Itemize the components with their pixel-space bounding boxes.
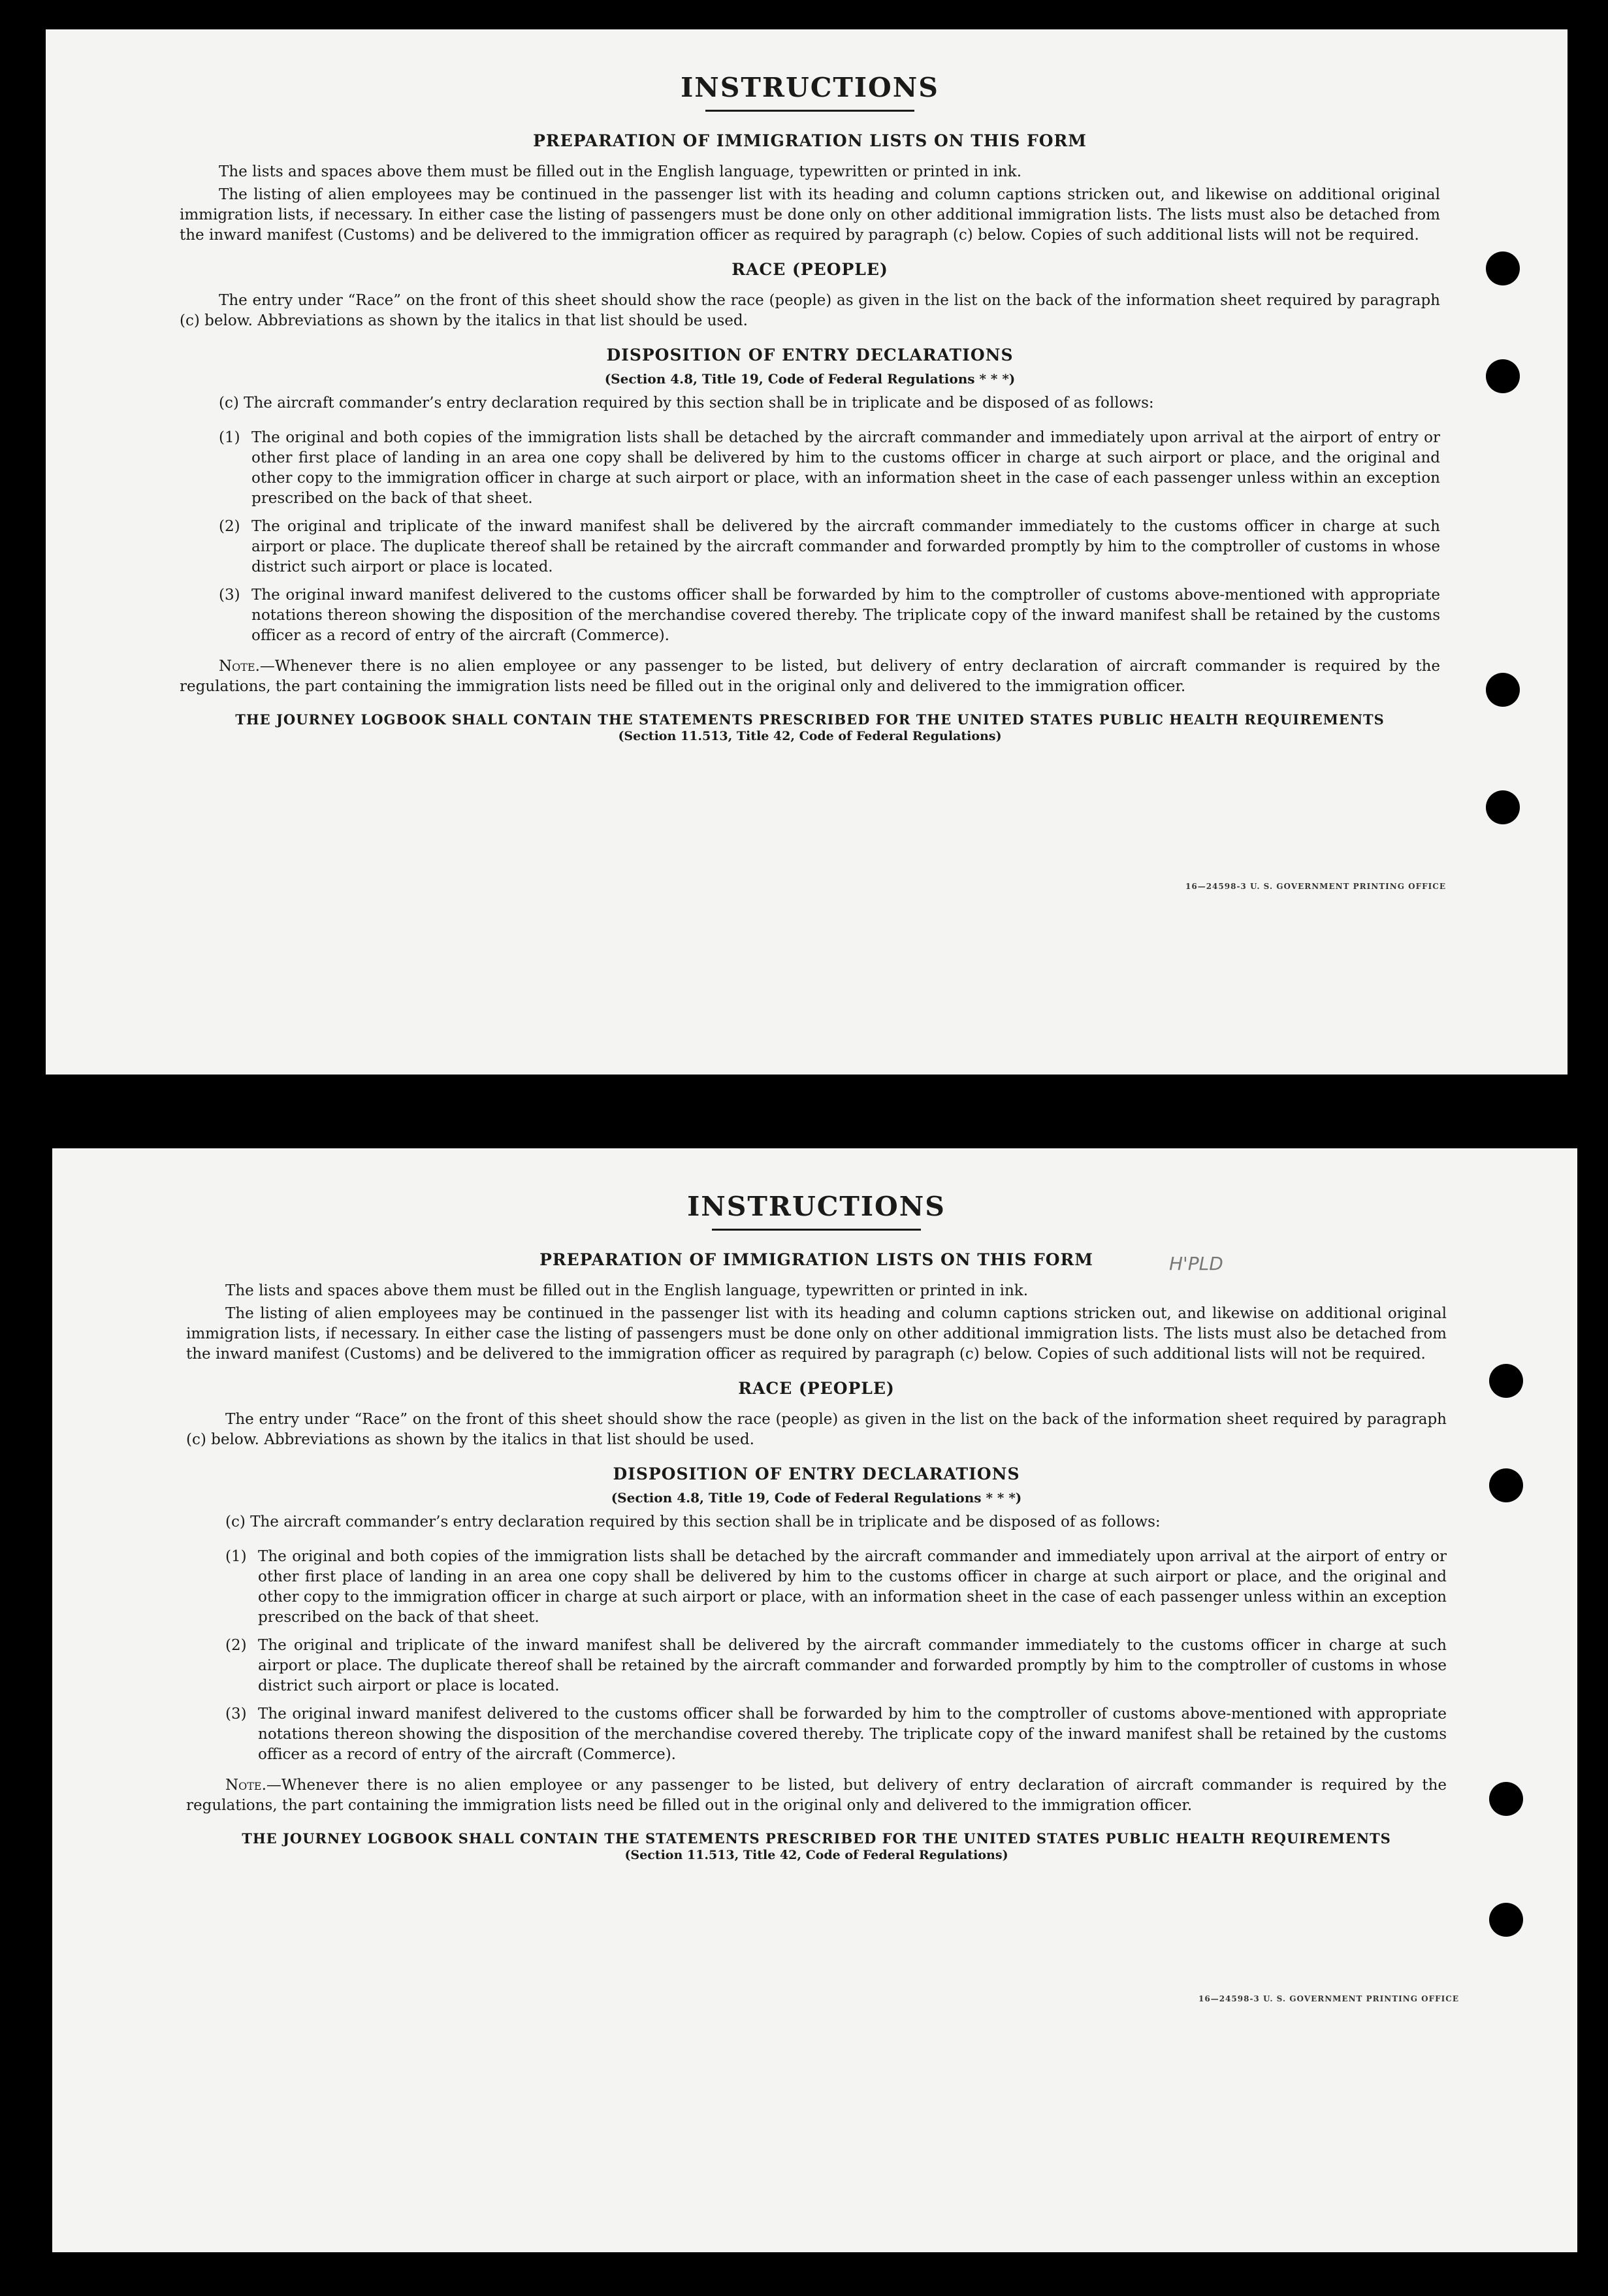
note-paragraph — [180, 656, 1440, 697]
spacer — [186, 1367, 1447, 1379]
punch-hole-icon — [1489, 1364, 1523, 1398]
disposition-section-reference: (Section 4.8, Title 19, Code of Federal Regulations * * *) — [604, 371, 1016, 387]
item-number: (3) — [219, 587, 240, 604]
list-item — [180, 517, 1440, 577]
page-title: INSTRUCTIONS — [687, 1191, 946, 1222]
preparation-paragraph-1: The lists and spaces above them must be filled out in the English language, typewritten or printed in ink. — [225, 1282, 1029, 1299]
punch-hole-icon — [1489, 1903, 1523, 1937]
punch-hole-icon — [1486, 359, 1520, 393]
punch-hole-icon — [1489, 1468, 1523, 1502]
item-text: The original and both copies of the immigration lists shall be detached by the aircraft commander and immediately upon arrival at the airport of entry or other first place of landing in an area one copy shall be delivered by him to the customs officer in charge at such airport or place, and the original and other copy to the immigration officer in charge at such airport or place, with an information sheet in the case of each passenger unless within an exception prescribed on the back of that sheet. — [258, 1548, 1447, 1626]
preparation-paragraph-1: The lists and spaces above them must be filled out in the English language, typewritten or printed in ink. — [219, 163, 1022, 180]
spacer — [180, 416, 1440, 428]
closing-section-reference: (Section 11.513, Title 42, Code of Federal Regulations) — [618, 729, 1002, 743]
note-text: —Whenever there is no alien employee or any passenger to be listed, but delivery of entry declaration of aircraft commander is required by the regulations, the part containing the immigration lists need be filled out in the original only and delivered to the immigration officer. — [180, 658, 1440, 695]
spacer — [186, 1453, 1447, 1464]
item-text: The original inward manifest delivered to the customs officer shall be forwarded by him to the comptroller of customs above-mentioned with appropriate notations thereon showing the disposition of the merchandise covered thereby. The triplicate copy of the inward manifest shall be retained by the customs officer as a record of entry of the aircraft (Commerce). — [258, 1706, 1447, 1763]
item-text: The original and triplicate of the inward manifest shall be delivered by the aircraft commander immediately to the customs officer in charge at such airport or place. The duplicate thereof shall be retained by the aircraft commander and forwarded promptly by him to the comptroller of customs in whose district such airport or place is located. — [258, 1637, 1447, 1694]
title-underline — [705, 110, 914, 112]
disposition-heading: DISPOSITION OF ENTRY DECLARATIONS — [613, 1464, 1020, 1483]
closing-statement: THE JOURNEY LOGBOOK SHALL CONTAIN THE STATEMENTS PRESCRIBED FOR THE UNITED STATES PUBLIC HEALTH REQUIREMENTS — [242, 1830, 1391, 1847]
preparation-heading: PREPARATION OF IMMIGRATION LISTS ON THIS FORM — [539, 1250, 1093, 1269]
item-text: The original inward manifest delivered to the customs officer shall be forwarded by him to the comptroller of customs above-mentioned with appropriate notations thereon showing the disposition of the merchandise covered thereby. The triplicate copy of the inward manifest shall be retained by the customs officer as a record of entry of the aircraft (Commerce). — [251, 587, 1440, 644]
item-number: (1) — [219, 429, 240, 446]
closing-statement: THE JOURNEY LOGBOOK SHALL CONTAIN THE STATEMENTS PRESCRIBED FOR THE UNITED STATES PUBLIC HEALTH REQUIREMENTS — [235, 711, 1385, 728]
spacer — [186, 1535, 1447, 1547]
note-paragraph — [186, 1775, 1447, 1816]
item-number: (2) — [225, 1637, 247, 1654]
disposition-intro: (c) The aircraft commander’s entry declaration required by this section shall be in triplicate and be disposed of as follows: — [225, 1513, 1161, 1530]
list-item — [186, 1704, 1447, 1765]
preparation-paragraph-2: The listing of alien employees may be continued in the passenger list with its heading and column captions stricken out, and likewise on additional original immigration lists, if necessary. In either case the listing of passengers must be done only on other additional immigration lists. The lists must also be detached from the inward manifest (Customs) and be delivered to the immigration officer as required by paragraph (c) below. Copies of such additional lists will not be required. — [186, 1305, 1447, 1363]
item-number: (3) — [225, 1706, 247, 1722]
title-underline — [712, 1229, 921, 1231]
list-item — [186, 1547, 1447, 1628]
list-item — [186, 1636, 1447, 1696]
preparation-paragraph-2: The listing of alien employees may be continued in the passenger list with its heading and column captions stricken out, and likewise on additional original immigration lists, if necessary. In either case the listing of passengers must be done only on other additional immigration lists. The lists must also be detached from the inward manifest (Customs) and be delivered to the immigration officer as required by paragraph (c) below. Copies of such additional lists will not be required. — [180, 186, 1440, 244]
item-number: (2) — [219, 518, 240, 535]
form-sheet-bottom — [52, 1148, 1577, 2252]
form-sheet-top — [46, 29, 1568, 1075]
race-paragraph: The entry under “Race” on the front of this sheet should show the race (people) as given in the list on the back of the information sheet required by paragraph (c) below. Abbreviations as shown by the italics in that list should be used. — [180, 292, 1440, 329]
preparation-heading: PREPARATION OF IMMIGRATION LISTS ON THIS FORM — [533, 131, 1087, 150]
disposition-section-reference: (Section 4.8, Title 19, Code of Federal Regulations * * *) — [611, 1490, 1022, 1506]
instructions-content — [180, 72, 1440, 743]
list-item — [180, 428, 1440, 509]
closing-section-reference: (Section 11.513, Title 42, Code of Federal Regulations) — [624, 1848, 1008, 1862]
note-text: —Whenever there is no alien employee or any passenger to be listed, but delivery of entry declaration of aircraft commander is required by the regulations, the part containing the immigration lists need be filled out in the original only and delivered to the immigration officer. — [186, 1777, 1447, 1814]
spacer — [180, 248, 1440, 260]
note-label: Note. — [219, 658, 260, 675]
page-title: INSTRUCTIONS — [681, 72, 939, 103]
print-code: 16—24598-3 U. S. GOVERNMENT PRINTING OFFICE — [1185, 882, 1446, 891]
disposition-heading: DISPOSITION OF ENTRY DECLARATIONS — [606, 346, 1014, 364]
race-heading: RACE (PEOPLE) — [738, 1379, 895, 1398]
spacer — [180, 334, 1440, 346]
print-code: 16—24598-3 U. S. GOVERNMENT PRINTING OFFICE — [1198, 1994, 1459, 2003]
handwritten-mark: H'PLD — [1169, 1253, 1223, 1274]
item-text: The original and both copies of the immigration lists shall be detached by the aircraft commander and immediately upon arrival at the airport of entry or other first place of landing in an area one copy shall be delivered by him to the customs officer in charge at such airport or place, and the original and other copy to the immigration officer in charge at such airport or place, with an information sheet in the case of each passenger unless within an exception prescribed on the back of that sheet. — [251, 429, 1440, 507]
list-item — [180, 585, 1440, 646]
race-heading: RACE (PEOPLE) — [732, 260, 888, 279]
disposition-intro: (c) The aircraft commander’s entry declaration required by this section shall be in triplicate and be disposed of as follows: — [219, 395, 1154, 412]
punch-hole-icon — [1486, 251, 1520, 285]
note-label: Note. — [225, 1777, 266, 1794]
item-text: The original and triplicate of the inward manifest shall be delivered by the aircraft commander immediately to the customs officer in charge at such airport or place. The duplicate thereof shall be retained by the aircraft commander and forwarded promptly by him to the comptroller of customs in whose district such airport or place is located. — [251, 518, 1440, 575]
punch-hole-icon — [1486, 673, 1520, 707]
race-paragraph: The entry under “Race” on the front of this sheet should show the race (people) as given in the list on the back of the information sheet required by paragraph (c) below. Abbreviations as shown by the italics in that list should be used. — [186, 1411, 1447, 1448]
punch-hole-icon — [1489, 1782, 1523, 1816]
item-number: (1) — [225, 1548, 247, 1565]
punch-hole-icon — [1486, 790, 1520, 824]
instructions-content — [186, 1191, 1447, 1862]
